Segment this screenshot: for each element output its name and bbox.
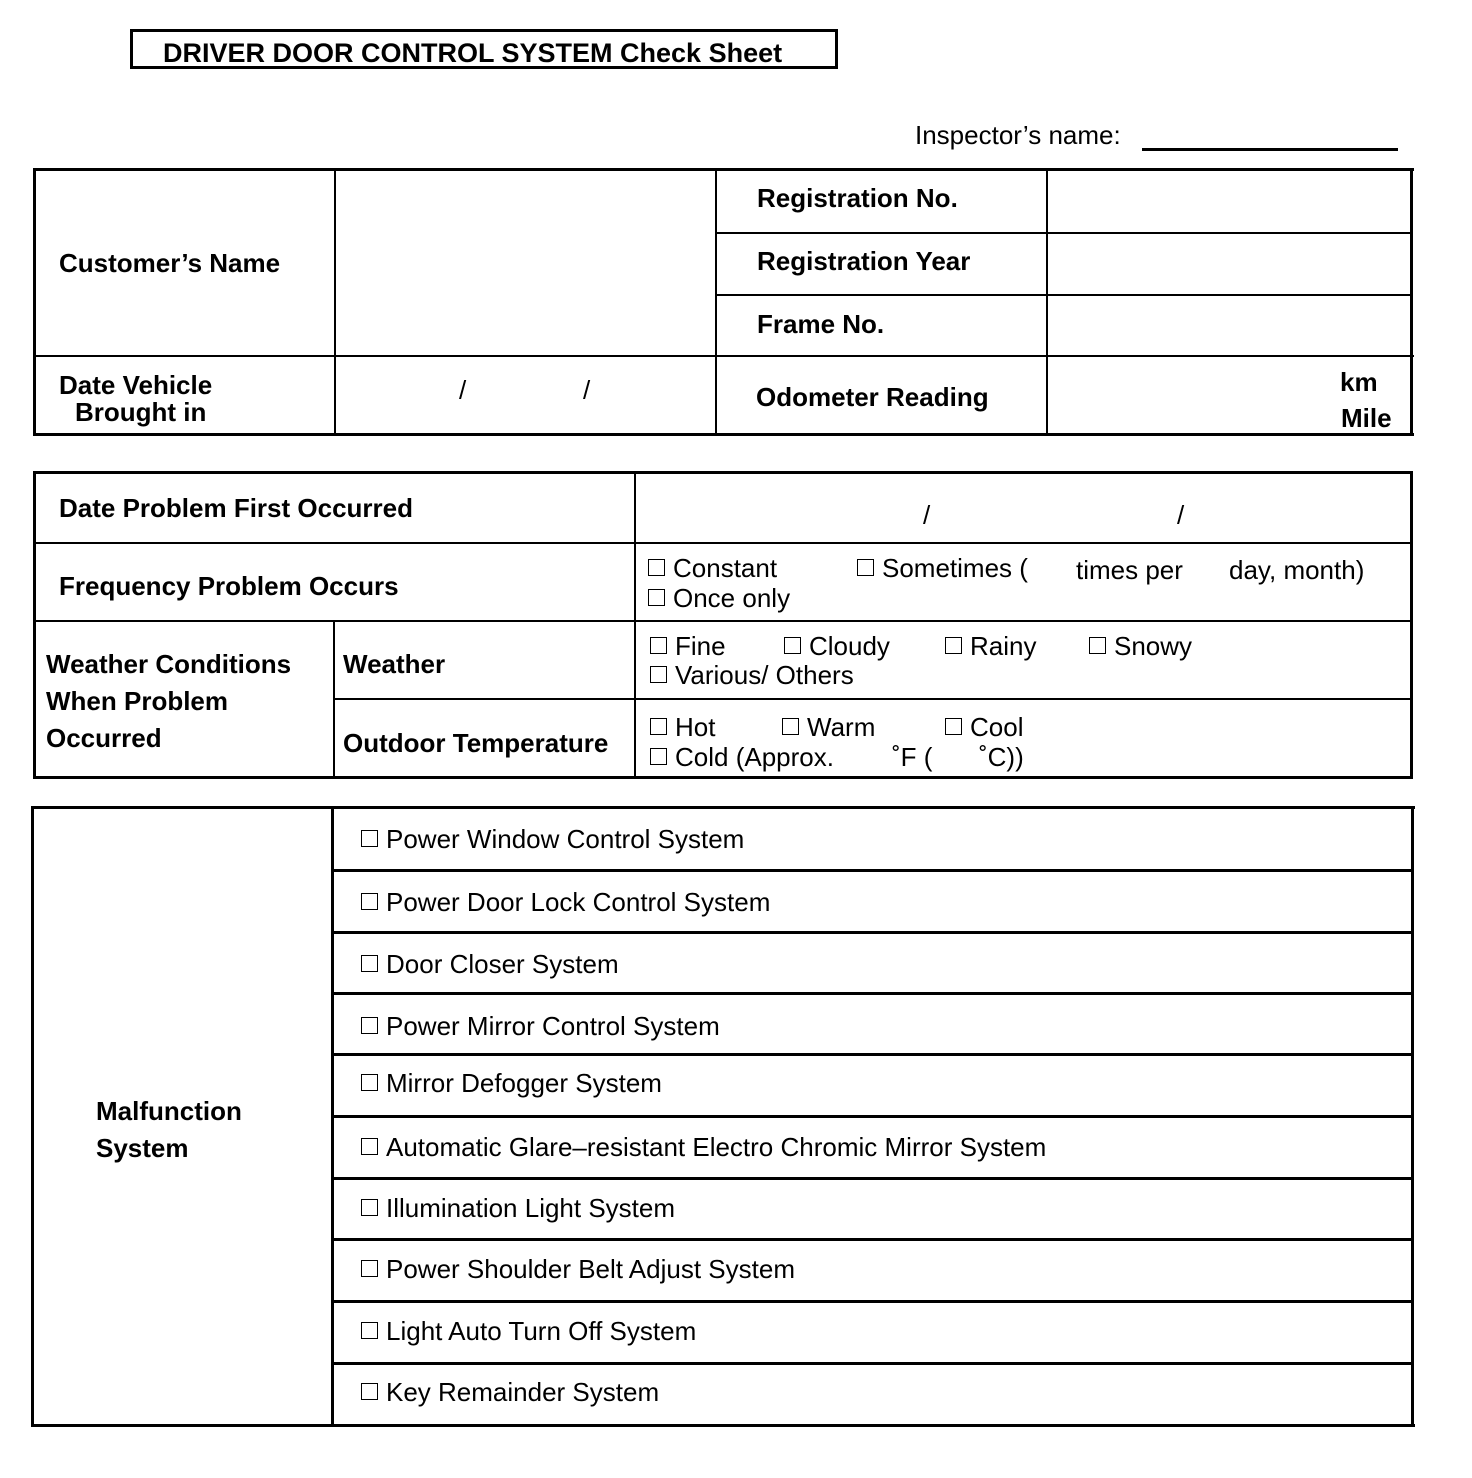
malfunction-label-line1: Malfunction — [96, 1096, 242, 1126]
date-separator: / — [459, 375, 467, 405]
date-separator: / — [923, 500, 931, 530]
weather-label: Weather — [343, 649, 446, 679]
checkbox-icon[interactable] — [361, 1074, 378, 1091]
malfunction-item[interactable]: Illumination Light System — [361, 1193, 675, 1224]
frame-no-label: Frame No. — [757, 309, 885, 339]
malfunction-item[interactable]: Door Closer System — [361, 949, 619, 980]
checkbox-icon[interactable] — [361, 893, 378, 910]
outdoor-temperature-label: Outdoor Temperature — [343, 728, 609, 758]
inspector-name-field[interactable] — [1142, 148, 1398, 151]
customers-name-field[interactable] — [337, 172, 714, 354]
date-vehicle-label-line2: Brought in — [75, 397, 207, 427]
checkbox-icon[interactable] — [361, 1138, 378, 1155]
checkbox-icon[interactable] — [648, 589, 665, 606]
mile-unit-label: Mile — [1341, 403, 1392, 433]
frequency-label: Frequency Problem Occurs — [59, 571, 399, 601]
various-others-option[interactable]: Various/ Others — [650, 660, 854, 691]
snowy-option[interactable]: Snowy — [1089, 631, 1192, 662]
checkbox-icon[interactable] — [650, 718, 667, 735]
day-month-label: day, month) — [1229, 555, 1365, 585]
checkbox-icon[interactable] — [945, 637, 962, 654]
malfunction-label-line2: System — [96, 1133, 189, 1163]
checkbox-icon[interactable] — [782, 718, 799, 735]
checkbox-icon[interactable] — [361, 955, 378, 972]
malfunction-item[interactable]: Power Shoulder Belt Adjust System — [361, 1254, 795, 1285]
page-title: DRIVER DOOR CONTROL SYSTEM Check Sheet — [163, 38, 783, 68]
checkbox-icon[interactable] — [361, 1260, 378, 1277]
checkbox-icon[interactable] — [650, 748, 667, 765]
cold-option[interactable]: Cold (Approx. — [650, 742, 834, 773]
checkbox-icon[interactable] — [650, 666, 667, 683]
date-vehicle-label-line1: Date Vehicle — [59, 370, 213, 400]
malfunction-item[interactable]: Automatic Glare–resistant Electro Chromic Mirror System — [361, 1132, 1046, 1163]
malfunction-item[interactable]: Power Window Control System — [361, 824, 744, 855]
checkbox-icon[interactable] — [784, 637, 801, 654]
malfunction-item[interactable]: Mirror Defogger System — [361, 1068, 662, 1099]
rainy-option[interactable]: Rainy — [945, 631, 1036, 662]
malfunction-item[interactable]: Power Door Lock Control System — [361, 887, 770, 918]
date-problem-first-label: Date Problem First Occurred — [59, 493, 413, 523]
hot-option[interactable]: Hot — [650, 712, 715, 743]
checkbox-icon[interactable] — [857, 559, 874, 576]
checkbox-icon[interactable] — [361, 1199, 378, 1216]
times-per-label: times per — [1076, 555, 1183, 585]
warm-option[interactable]: Warm — [782, 712, 875, 743]
checkbox-icon[interactable] — [361, 1322, 378, 1339]
malfunction-item[interactable]: Power Mirror Control System — [361, 1011, 720, 1042]
date-separator: / — [1177, 500, 1185, 530]
celsius-label: ˚C)) — [979, 742, 1024, 772]
registration-no-field[interactable] — [1049, 172, 1409, 231]
weather-conditions-label-line1: Weather Conditions — [46, 649, 292, 679]
weather-conditions-label-line2: When Problem — [46, 686, 229, 716]
checkbox-icon[interactable] — [361, 1383, 378, 1400]
constant-option[interactable]: Constant — [648, 553, 777, 584]
checkbox-icon[interactable] — [945, 718, 962, 735]
customers-name-label: Customer’s Name — [59, 248, 281, 278]
checkbox-icon[interactable] — [1089, 637, 1106, 654]
registration-year-label: Registration Year — [757, 246, 971, 276]
malfunction-item[interactable]: Light Auto Turn Off System — [361, 1316, 696, 1347]
odometer-label: Odometer Reading — [756, 382, 989, 412]
registration-no-label: Registration No. — [757, 183, 958, 213]
checkbox-icon[interactable] — [648, 559, 665, 576]
date-separator: / — [583, 375, 591, 405]
inspector-label: Inspector’s name: — [915, 120, 1121, 150]
fahrenheit-label: ˚F ( — [892, 742, 933, 772]
frame-no-field[interactable] — [1049, 297, 1409, 354]
title-box — [130, 29, 838, 69]
cool-option[interactable]: Cool — [945, 712, 1023, 743]
weather-conditions-label-line3: Occurred — [46, 723, 162, 753]
checkbox-icon[interactable] — [361, 1017, 378, 1034]
registration-year-field[interactable] — [1049, 235, 1409, 293]
km-unit-label: km — [1340, 367, 1378, 397]
once-only-option[interactable]: Once only — [648, 583, 790, 614]
malfunction-item[interactable]: Key Remainder System — [361, 1377, 659, 1408]
cloudy-option[interactable]: Cloudy — [784, 631, 890, 662]
checkbox-icon[interactable] — [361, 830, 378, 847]
sometimes-option[interactable]: Sometimes ( — [857, 553, 1028, 584]
checkbox-icon[interactable] — [650, 637, 667, 654]
fine-option[interactable]: Fine — [650, 631, 726, 662]
